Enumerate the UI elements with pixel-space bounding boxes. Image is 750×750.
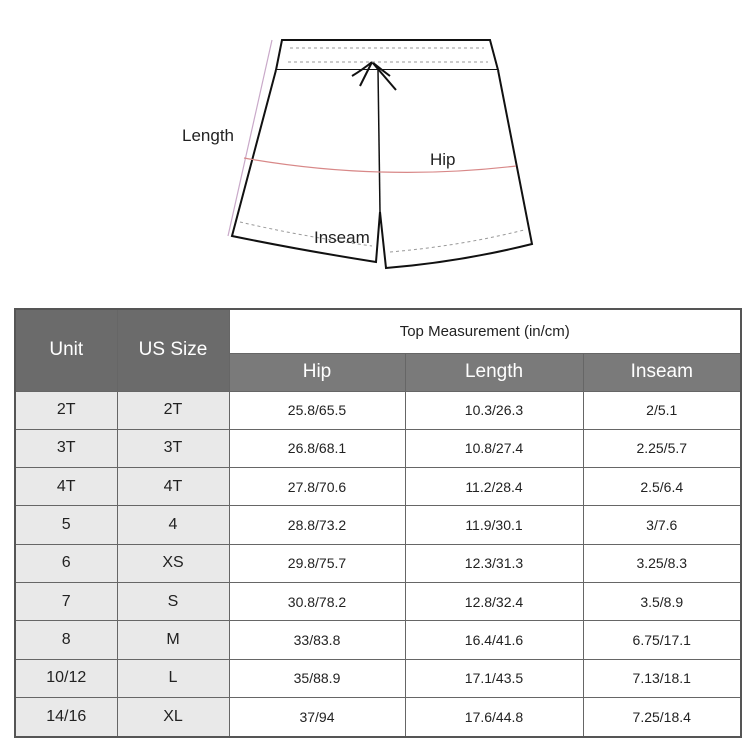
- cell-hip: 29.8/75.7: [229, 544, 405, 582]
- cell-hip: 27.8/70.6: [229, 468, 405, 506]
- inseam-label: Inseam: [314, 228, 370, 247]
- cell-length: 16.4/41.6: [405, 621, 583, 659]
- length-label: Length: [182, 126, 234, 145]
- waistband: [276, 40, 498, 70]
- cell-unit: 3T: [15, 429, 117, 467]
- cell-length: 12.8/32.4: [405, 583, 583, 621]
- header-length: Length: [405, 353, 583, 391]
- cell-us-size: XL: [117, 698, 229, 737]
- table-row: [15, 391, 741, 429]
- cell-inseam: 3.5/8.9: [583, 583, 741, 621]
- cell-inseam: 6.75/17.1: [583, 621, 741, 659]
- cell-us-size: L: [117, 659, 229, 697]
- cell-length: 10.3/26.3: [405, 391, 583, 429]
- cell-inseam: 3/7.6: [583, 506, 741, 544]
- cell-unit: 4T: [15, 468, 117, 506]
- cell-unit: 5: [15, 506, 117, 544]
- cell-unit: 2T: [15, 391, 117, 429]
- cell-length: 12.3/31.3: [405, 544, 583, 582]
- cell-length: 10.8/27.4: [405, 429, 583, 467]
- cell-us-size: 4: [117, 506, 229, 544]
- cell-us-size: M: [117, 621, 229, 659]
- table-row: [15, 659, 741, 697]
- header-unit: Unit: [15, 309, 117, 391]
- cell-length: 17.6/44.8: [405, 698, 583, 737]
- size-chart-table: [14, 308, 742, 738]
- shorts-diagram: [0, 0, 750, 300]
- cell-unit: 8: [15, 621, 117, 659]
- cell-unit: 6: [15, 544, 117, 582]
- header-top-measurement: Top Measurement (in/cm): [229, 309, 741, 353]
- table-row: [15, 583, 741, 621]
- cell-hip: 26.8/68.1: [229, 429, 405, 467]
- cell-inseam: 3.25/8.3: [583, 544, 741, 582]
- cell-hip: 30.8/78.2: [229, 583, 405, 621]
- cell-inseam: 7.13/18.1: [583, 659, 741, 697]
- header-us-size: US Size: [117, 309, 229, 391]
- cell-hip: 35/88.9: [229, 659, 405, 697]
- cell-us-size: XS: [117, 544, 229, 582]
- hip-label: Hip: [430, 150, 456, 169]
- cell-inseam: 7.25/18.4: [583, 698, 741, 737]
- cell-unit: 10/12: [15, 659, 117, 697]
- cell-length: 11.2/28.4: [405, 468, 583, 506]
- cell-us-size: 4T: [117, 468, 229, 506]
- header-inseam: Inseam: [583, 353, 741, 391]
- cell-hip: 25.8/65.5: [229, 391, 405, 429]
- header-hip: Hip: [229, 353, 405, 391]
- cell-us-size: S: [117, 583, 229, 621]
- cell-inseam: 2.25/5.7: [583, 429, 741, 467]
- table-row: [15, 544, 741, 582]
- cell-inseam: 2/5.1: [583, 391, 741, 429]
- cell-hip: 33/83.8: [229, 621, 405, 659]
- cell-length: 17.1/43.5: [405, 659, 583, 697]
- cell-unit: 7: [15, 583, 117, 621]
- table-row: [15, 698, 741, 737]
- cell-inseam: 2.5/6.4: [583, 468, 741, 506]
- table-row: [15, 506, 741, 544]
- cell-us-size: 2T: [117, 391, 229, 429]
- cell-length: 11.9/30.1: [405, 506, 583, 544]
- cell-hip: 37/94: [229, 698, 405, 737]
- cell-hip: 28.8/73.2: [229, 506, 405, 544]
- table-row: [15, 429, 741, 467]
- cell-unit: 14/16: [15, 698, 117, 737]
- table-row: [15, 621, 741, 659]
- table-row: [15, 468, 741, 506]
- cell-us-size: 3T: [117, 429, 229, 467]
